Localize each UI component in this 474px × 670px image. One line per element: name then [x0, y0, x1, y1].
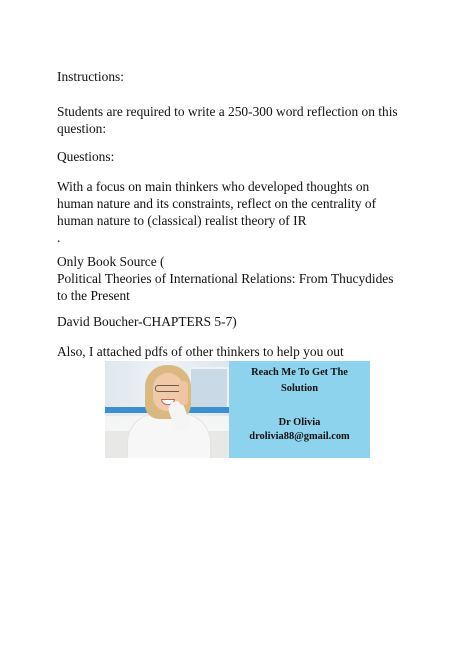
paragraph-instructions	[57, 68, 427, 85]
contact-email: drolivia88@gmail.com	[249, 431, 350, 442]
text-line: Political Theories of International Relations: From Thucydides	[57, 271, 394, 286]
text-line: Also, I attached pdfs of other thinkers to help you out	[57, 344, 344, 359]
contact-name: Dr Olivia	[278, 417, 321, 428]
text-line: Instructions:	[57, 69, 124, 84]
text-line: With a focus on main thinkers who developed thoughts on	[57, 179, 370, 194]
contact-banner	[105, 361, 370, 458]
text-line: David Boucher-CHAPTERS 5-7)	[57, 314, 237, 329]
paragraph-question	[57, 178, 427, 246]
paragraph-requirement	[57, 103, 427, 137]
text-line: question:	[57, 121, 107, 136]
contact-card	[229, 361, 370, 458]
text-line: .	[57, 230, 61, 245]
text-line: to the Present	[57, 288, 130, 303]
text-line: human nature to (classical) realist theory of IR	[57, 213, 307, 228]
paragraph-questions-heading	[57, 148, 427, 165]
contact-headline-line1: Reach Me To Get The	[251, 367, 348, 378]
text-line: Only Book Source (	[57, 254, 165, 269]
text-line: human nature and its constraints, reflect on the centrality of	[57, 196, 377, 211]
paragraph-author	[57, 313, 427, 330]
paragraph-attachment-note	[57, 343, 427, 360]
woman-photo	[105, 361, 229, 458]
text-line: Questions:	[57, 149, 115, 164]
text-line: Students are required to write a 250-300 word reflection on this	[57, 104, 398, 119]
paragraph-source	[57, 253, 427, 304]
contact-headline-line2: Solution	[281, 383, 318, 394]
